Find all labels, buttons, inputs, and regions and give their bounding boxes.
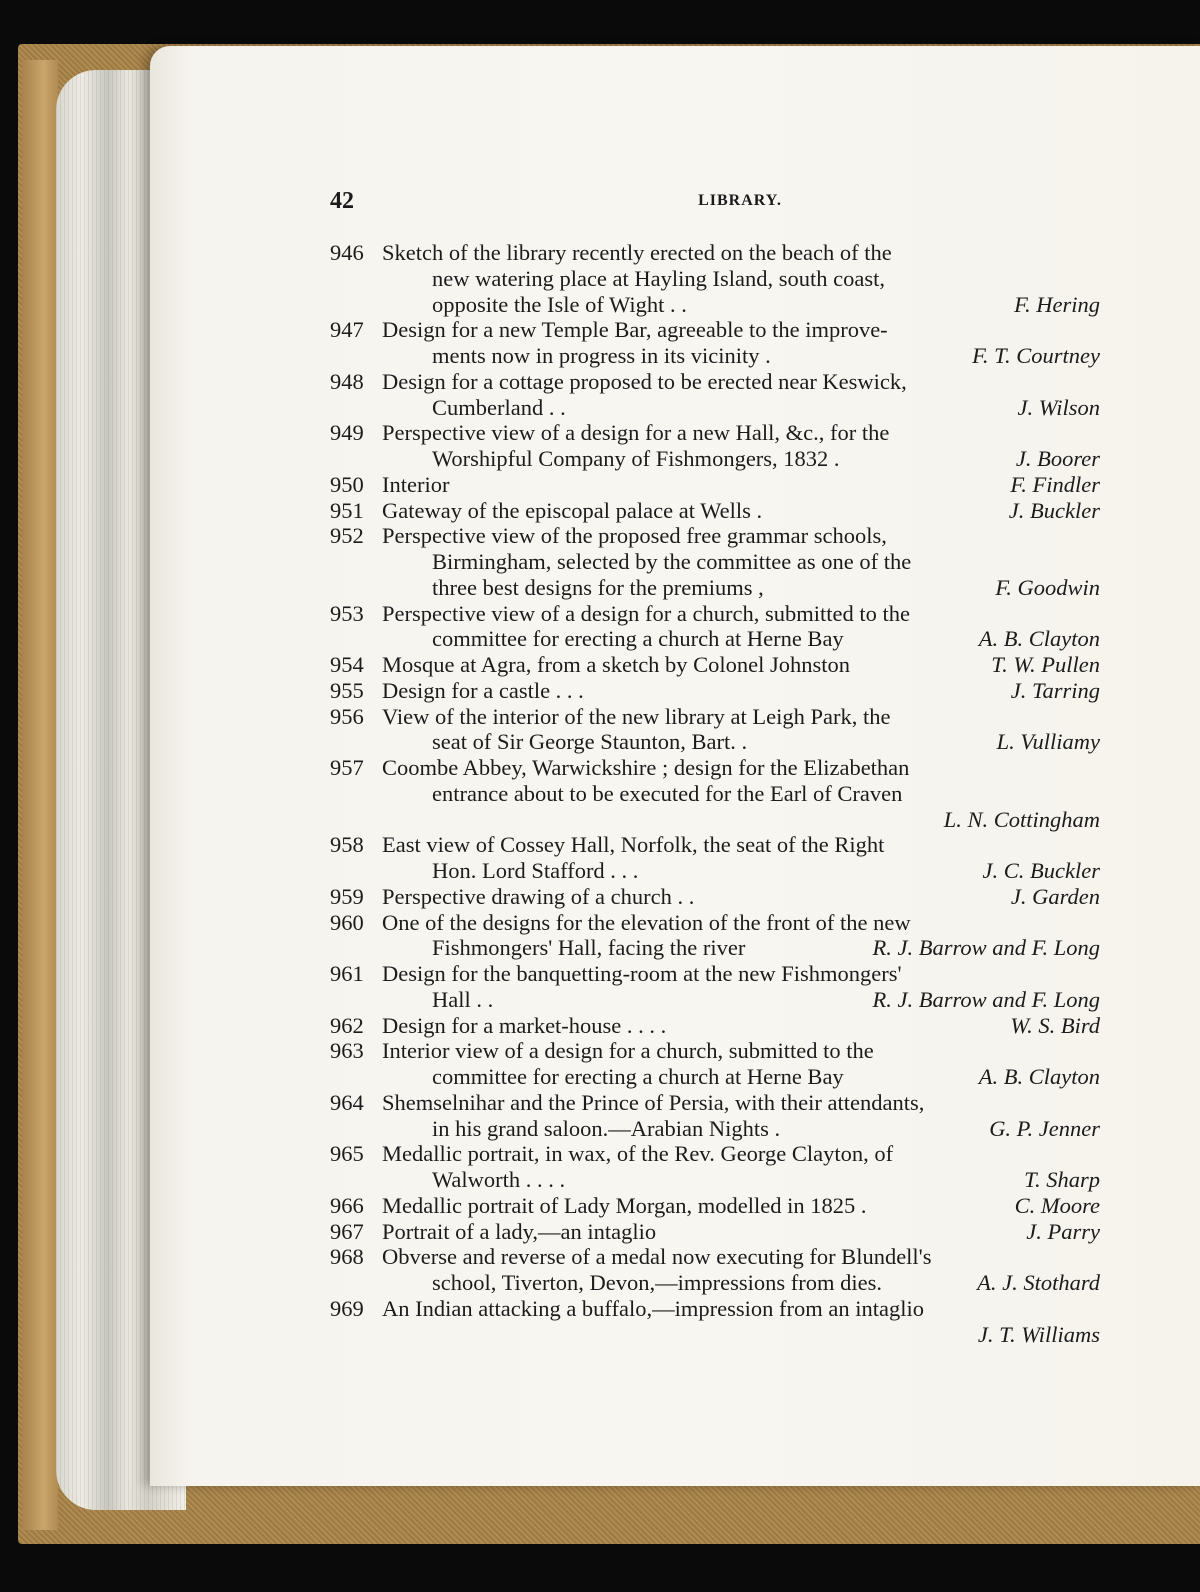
- entry-number: 967: [330, 1218, 364, 1244]
- catalogue-line: [330, 240, 1100, 266]
- catalogue-line: [330, 1116, 1100, 1142]
- entry-title: Perspective view of a design for a church, submitted to the: [382, 600, 910, 626]
- catalogue-line: [330, 678, 1100, 704]
- entry-number: 949: [330, 420, 364, 446]
- entry-title: East view of Cossey Hall, Norfolk, the seat of the Right: [382, 832, 885, 858]
- catalogue-line: [330, 317, 1100, 343]
- entry-title: One of the designs for the elevation of the front of the new: [382, 909, 911, 935]
- entry-title: Cumberland . .: [432, 394, 566, 420]
- entry-number: 963: [330, 1038, 364, 1064]
- entry-number: 954: [330, 652, 364, 677]
- entry-title: Shemselnihar and the Prince of Persia, with their attendants,: [382, 1089, 925, 1115]
- page-header: [330, 188, 1100, 218]
- entry-title: committee for erecting a church at Herne Bay: [432, 1064, 844, 1089]
- entry-title: Perspective view of the proposed free grammar schools,: [382, 523, 887, 549]
- catalogue-line: [330, 1013, 1100, 1039]
- entry-artist: R. J. Barrow and F. Long: [872, 986, 1100, 1012]
- catalogue-line: [330, 1141, 1100, 1167]
- catalogue-line: [330, 910, 1100, 936]
- entry-title: Design for a cottage proposed to be erected near Keswick,: [382, 368, 907, 394]
- entry-number: 960: [330, 909, 364, 935]
- entry-number: 957: [330, 755, 364, 780]
- entry-title: school, Tiverton, Devon,—impressions from dies.: [432, 1270, 882, 1295]
- entry-number: 965: [330, 1141, 364, 1167]
- entry-title: Sketch of the library recently erected on the beach of the: [382, 240, 892, 265]
- catalogue-line: [330, 292, 1100, 318]
- entry-artist: A. B. Clayton: [978, 1064, 1100, 1089]
- entry-number: 953: [330, 600, 364, 626]
- page-number: 42: [330, 188, 354, 214]
- catalogue-line: [330, 266, 1100, 292]
- catalogue-line: [330, 420, 1100, 446]
- entry-title: Walworth . . . .: [432, 1167, 566, 1192]
- entry-title: Medallic portrait of Lady Morgan, modelled in 1825 .: [382, 1192, 867, 1218]
- entry-title: ments now in progress in its vicinity .: [432, 343, 771, 368]
- entry-title: in his grand saloon.—Arabian Nights .: [432, 1115, 781, 1141]
- catalogue-line: [330, 1322, 1100, 1348]
- entry-artist: R. J. Barrow and F. Long: [872, 935, 1100, 961]
- catalogue-line: [330, 807, 1100, 833]
- catalogue-line: [330, 704, 1100, 730]
- entry-title: Portrait of a lady,—an intaglio: [382, 1218, 657, 1244]
- catalogue-line: [330, 369, 1100, 395]
- entry-number: 969: [330, 1295, 364, 1321]
- entry-artist: G. P. Jenner: [989, 1115, 1100, 1141]
- catalogue-line: [330, 1244, 1100, 1270]
- entry-title: View of the interior of the new library at Leigh Park, the: [382, 703, 891, 729]
- catalogue-line: [330, 884, 1100, 910]
- catalogue-line: [330, 626, 1100, 652]
- entry-artist: L. N. Cottingham: [943, 806, 1100, 832]
- entry-number: 950: [330, 471, 364, 497]
- catalogue-line: [330, 858, 1100, 884]
- catalogue-line: [330, 1064, 1100, 1090]
- catalogue-line: [330, 1296, 1100, 1322]
- catalogue-line: [330, 755, 1100, 781]
- entry-title: Birmingham, selected by the committee as one of the: [432, 549, 912, 574]
- entry-artist: F. T. Courtney: [972, 343, 1100, 368]
- entry-artist: F. Goodwin: [995, 574, 1100, 600]
- catalogue-line: [330, 1090, 1100, 1116]
- entry-artist: L. Vulliamy: [996, 729, 1100, 755]
- entry-artist: F. Hering: [1014, 291, 1100, 317]
- entry-title: Design for a market-house . . . .: [382, 1012, 667, 1038]
- entry-artist: T. W. Pullen: [991, 652, 1100, 677]
- entry-title: Interior: [382, 471, 450, 497]
- entry-number: 961: [330, 961, 364, 986]
- catalogue-line: [330, 987, 1100, 1013]
- entry-title: An Indian attacking a buffalo,—impression from an intaglio: [382, 1295, 924, 1321]
- entry-artist: W. S. Bird: [1010, 1012, 1100, 1038]
- entry-number: 964: [330, 1089, 364, 1115]
- entry-title: Fishmongers' Hall, facing the river: [432, 935, 746, 961]
- entry-artist: J. Wilson: [1017, 394, 1100, 420]
- catalogue-line: [330, 1038, 1100, 1064]
- entry-number: 951: [330, 497, 364, 523]
- catalogue-line: [330, 961, 1100, 987]
- catalogue-line: [330, 729, 1100, 755]
- catalogue-line: [330, 652, 1100, 678]
- catalogue-line: [330, 1219, 1100, 1245]
- entry-title: Perspective view of a design for a new Hall, &c., for the: [382, 420, 890, 446]
- entry-title: new watering place at Hayling Island, south coast,: [432, 265, 885, 291]
- entry-artist: T. Sharp: [1024, 1167, 1100, 1192]
- book-spine-edge: [22, 60, 58, 1530]
- entry-number: 958: [330, 832, 364, 858]
- entry-artist: J. T. Williams: [977, 1321, 1100, 1347]
- running-head: LIBRARY.: [698, 192, 782, 209]
- entry-title: committee for erecting a church at Herne Bay: [432, 626, 844, 652]
- entry-title: Design for a castle . . .: [382, 677, 584, 703]
- entry-artist: A. J. Stothard: [977, 1270, 1100, 1295]
- entry-title: Interior view of a design for a church, submitted to the: [382, 1038, 874, 1064]
- catalogue-line: [330, 472, 1100, 498]
- catalogue-line: [330, 498, 1100, 524]
- entry-title: Hon. Lord Stafford . . .: [432, 858, 639, 883]
- entry-number: 956: [330, 703, 364, 729]
- entry-title: seat of Sir George Staunton, Bart. .: [432, 729, 748, 755]
- catalogue-line: [330, 832, 1100, 858]
- entry-title: Medallic portrait, in wax, of the Rev. George Clayton, of: [382, 1141, 894, 1167]
- entry-title: Obverse and reverse of a medal now executing for Blundell's: [382, 1244, 932, 1270]
- entry-artist: J. Buckler: [1008, 497, 1100, 523]
- catalogue-line: [330, 523, 1100, 549]
- entry-artist: F. Findler: [1010, 471, 1100, 497]
- entry-number: 947: [330, 317, 364, 343]
- entry-title: Mosque at Agra, from a sketch by Colonel Johnston: [382, 652, 851, 677]
- catalogue-line: [330, 446, 1100, 472]
- entry-artist: J. Parry: [1026, 1218, 1100, 1244]
- catalogue-line: [330, 395, 1100, 421]
- catalogue-entries: [330, 240, 1100, 1347]
- entry-artist: C. Moore: [1014, 1192, 1100, 1218]
- catalogue-line: [330, 1167, 1100, 1193]
- catalogue-line: [330, 1270, 1100, 1296]
- entry-artist: J. C. Buckler: [982, 858, 1100, 883]
- catalogue-line: [330, 575, 1100, 601]
- entry-number: 968: [330, 1244, 364, 1270]
- entry-artist: A. B. Clayton: [978, 626, 1100, 652]
- entry-number: 952: [330, 523, 364, 549]
- entry-title: Design for a new Temple Bar, agreeable to the improve-: [382, 317, 888, 343]
- entry-number: 948: [330, 368, 364, 394]
- entry-title: three best designs for the premiums ,: [432, 574, 764, 600]
- catalogue-line: [330, 781, 1100, 807]
- entry-artist: J. Boorer: [1015, 446, 1100, 471]
- entry-number: 966: [330, 1192, 364, 1218]
- catalogue-line: [330, 935, 1100, 961]
- entry-number: 959: [330, 883, 364, 909]
- entry-artist: J. Tarring: [1010, 677, 1100, 703]
- entry-title: Hall . .: [432, 986, 494, 1012]
- entry-number: 955: [330, 677, 364, 703]
- entry-title: Worshipful Company of Fishmongers, 1832 .: [432, 446, 840, 471]
- catalogue-line: [330, 343, 1100, 369]
- entry-title: Design for the banquetting-room at the new Fishmongers': [382, 961, 902, 986]
- entry-number: 962: [330, 1012, 364, 1038]
- entry-title: Gateway of the episcopal palace at Wells .: [382, 497, 763, 523]
- entry-number: 946: [330, 240, 364, 265]
- entry-title: opposite the Isle of Wight . .: [432, 291, 687, 317]
- catalogue-line: [330, 549, 1100, 575]
- entry-title: entrance about to be executed for the Earl of Craven: [432, 780, 903, 806]
- entry-artist: J. Garden: [1010, 883, 1100, 909]
- catalogue-line: [330, 1193, 1100, 1219]
- catalogue-line: [330, 601, 1100, 627]
- entry-title: Perspective drawing of a church . .: [382, 883, 695, 909]
- entry-title: Coombe Abbey, Warwickshire ; design for the Elizabethan: [382, 755, 910, 780]
